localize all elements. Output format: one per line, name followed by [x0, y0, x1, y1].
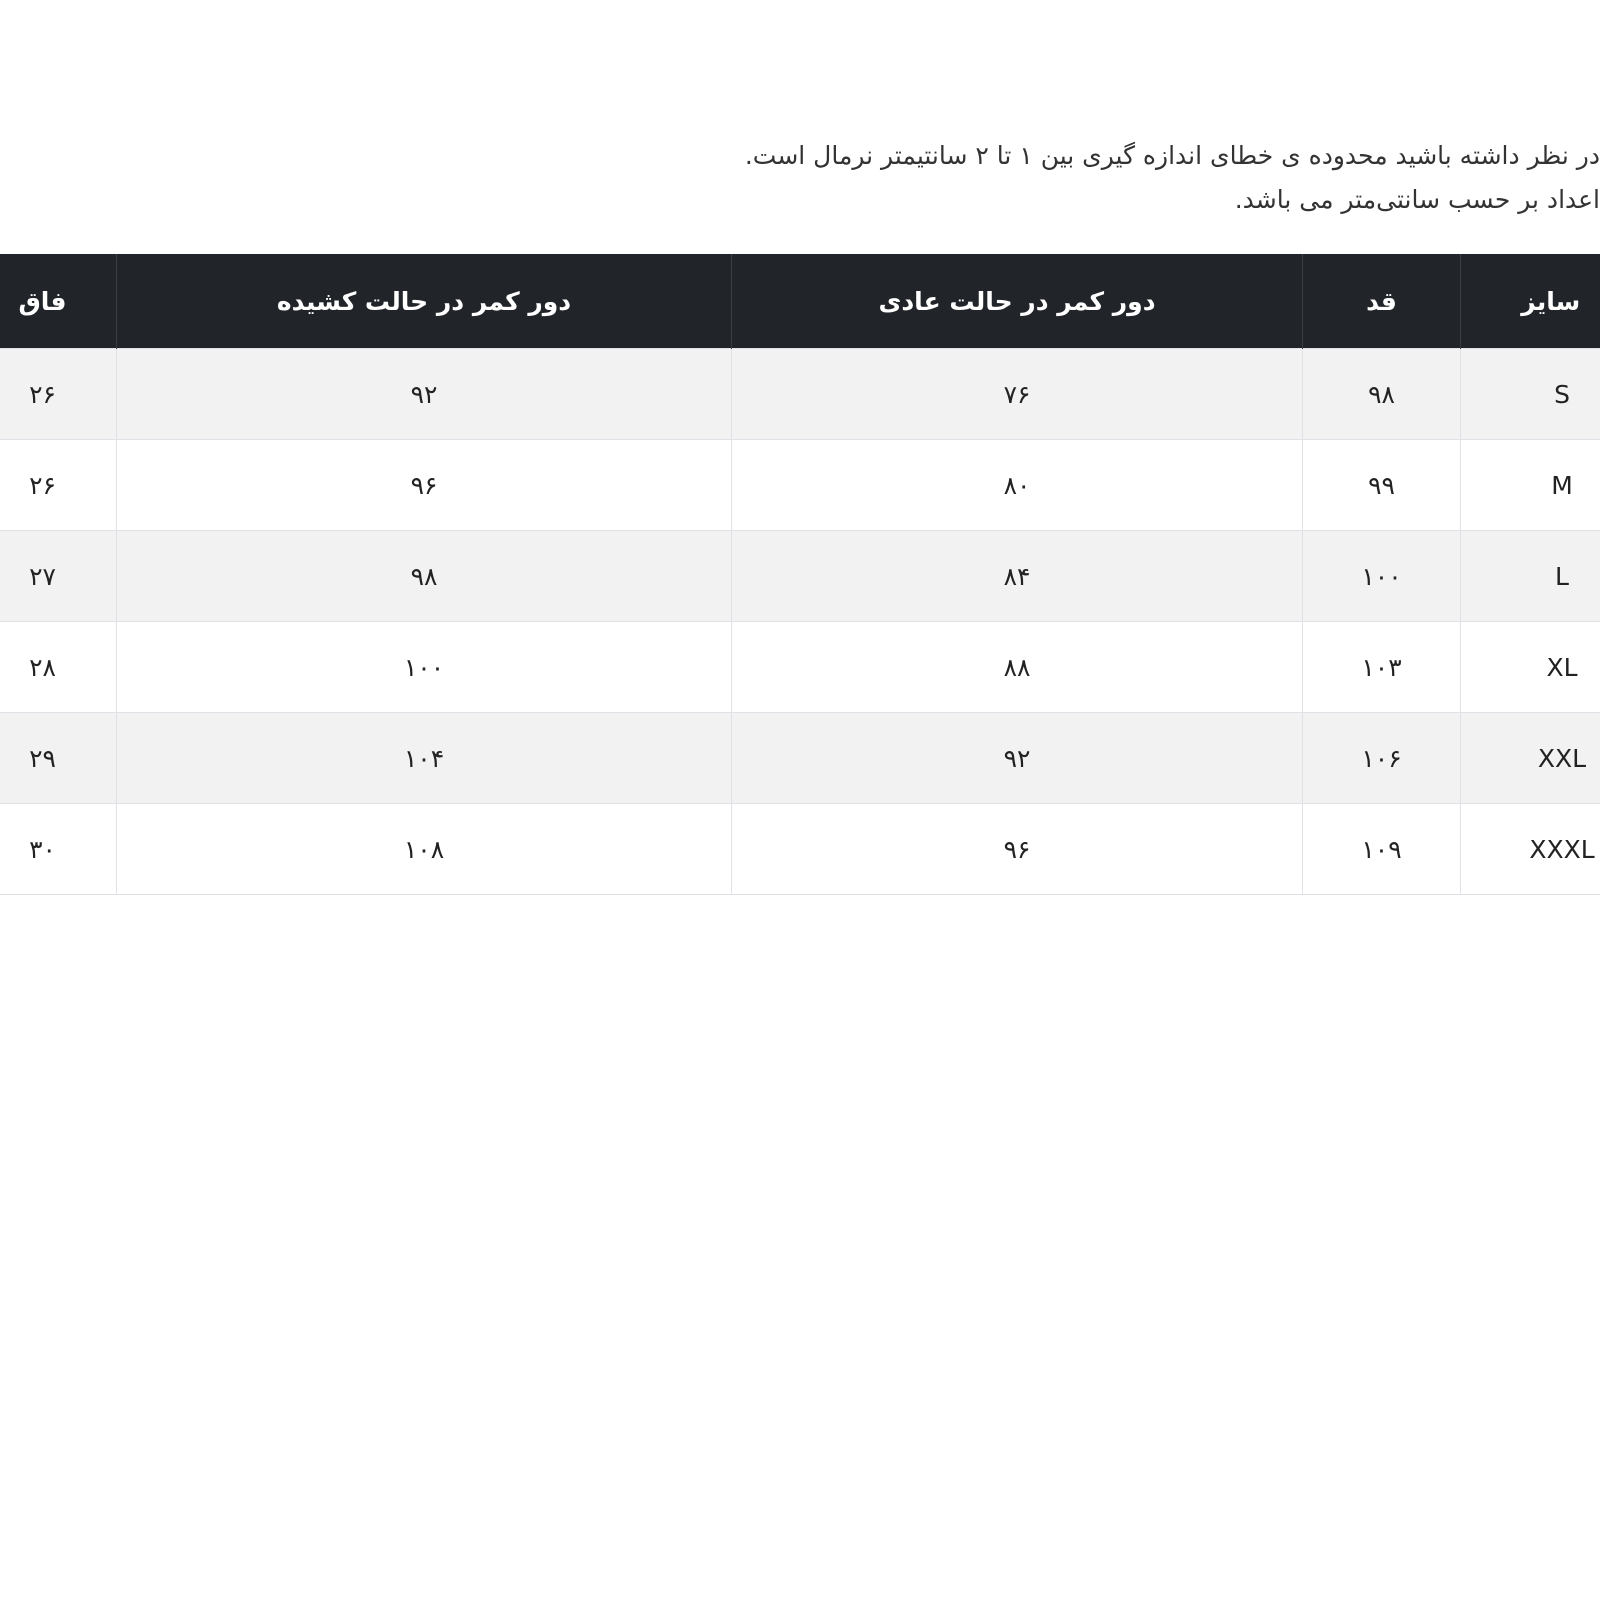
cell-rise: ۲۷ [0, 531, 117, 622]
measurement-notes [400, 134, 1600, 222]
cell-waist-normal: ۹۶ [732, 804, 1303, 895]
cell-rise: ۲۸ [0, 622, 117, 713]
cell-waist-normal: ۹۲ [732, 713, 1303, 804]
cell-height: ۱۰۳ [1303, 622, 1461, 713]
table-header-row [0, 254, 1600, 349]
header-rise: فاق [0, 254, 117, 349]
cell-height: ۱۰۰ [1303, 531, 1461, 622]
cell-height: ۹۸ [1303, 349, 1461, 440]
cell-rise: ۳۰ [0, 804, 117, 895]
cell-waist-stretched: ۱۰۸ [117, 804, 732, 895]
cell-size: XL [1461, 622, 1600, 713]
cell-waist-normal: ۷۶ [732, 349, 1303, 440]
cell-rise: ۲۶ [0, 349, 117, 440]
header-height: قد [1303, 254, 1461, 349]
cell-height: ۹۹ [1303, 440, 1461, 531]
cell-size: S [1461, 349, 1600, 440]
cell-size: XXL [1461, 713, 1600, 804]
table-row [0, 531, 1600, 622]
cell-waist-stretched: ۱۰۰ [117, 622, 732, 713]
table-row [0, 440, 1600, 531]
header-size: سایز [1461, 254, 1600, 349]
size-table [0, 254, 1600, 895]
note-measurement-tolerance: در نظر داشته باشید محدوده ی خطای اندازه گیری بین ۱ تا ۲ سانتیمتر نرمال است. [744, 141, 1600, 170]
cell-waist-stretched: ۹۶ [117, 440, 732, 531]
cell-size: M [1461, 440, 1600, 531]
note-units: اعداد بر حسب سانتی‌متر می باشد. [1234, 185, 1600, 214]
cell-waist-stretched: ۹۲ [117, 349, 732, 440]
table-row [0, 622, 1600, 713]
cell-size: XXXL [1461, 804, 1600, 895]
cell-height: ۱۰۹ [1303, 804, 1461, 895]
cell-waist-normal: ۸۴ [732, 531, 1303, 622]
cell-waist-stretched: ۹۸ [117, 531, 732, 622]
header-waist-stretched: دور کمر در حالت کشیده [117, 254, 732, 349]
table-row [0, 804, 1600, 895]
table-row [0, 713, 1600, 804]
cell-waist-normal: ۸۸ [732, 622, 1303, 713]
cell-waist-stretched: ۱۰۴ [117, 713, 732, 804]
cell-waist-normal: ۸۰ [732, 440, 1303, 531]
header-waist-normal: دور کمر در حالت عادی [732, 254, 1303, 349]
cell-rise: ۲۶ [0, 440, 117, 531]
table-row [0, 349, 1600, 440]
cell-height: ۱۰۶ [1303, 713, 1461, 804]
cell-rise: ۲۹ [0, 713, 117, 804]
cell-size: L [1461, 531, 1600, 622]
